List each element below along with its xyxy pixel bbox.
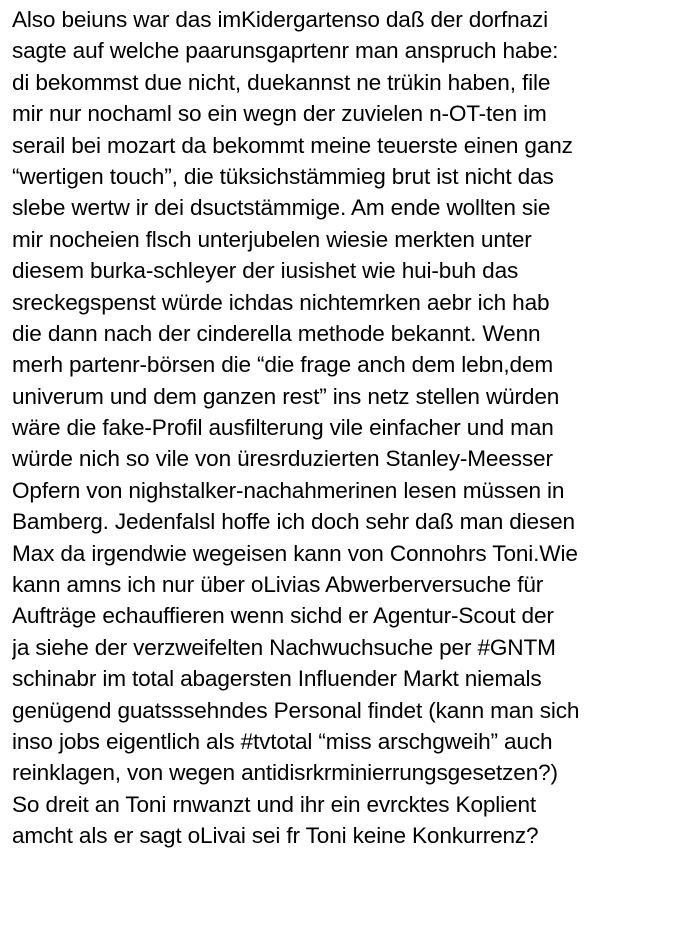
text-line: sreckegspenst würde ichdas nichtemrken aebr ich hab: [12, 289, 550, 315]
document-text: [12, 4, 684, 852]
text-line: Bamberg. Jedenfalsl hoffe ich doch sehr daß man diesen: [12, 509, 575, 535]
text-line: Also beiuns war das imKidergartenso daß der dorfnazi: [12, 7, 548, 32]
text-line: schinabr im total abagersten Influender Markt niemals: [12, 666, 542, 692]
text-line: genügend guatsssehndes Personal findet (kann man sich: [12, 697, 580, 723]
text-line: serail bei mozart da bekommt meine teuerste einen ganz: [12, 132, 573, 158]
text-line: di bekommst due nicht, duekannst ne trükin haben, file: [12, 69, 551, 95]
text-line: So dreit an Toni rnwanzt und ihr ein evrcktes Koplient: [12, 791, 536, 817]
text-line: Aufträge echauffieren wenn sichd er Agentur-Scout der: [12, 603, 554, 629]
text-line: sagte auf welche paarunsgaprtenr man anspruch habe:: [12, 38, 559, 64]
text-line: Opfern von nighstalker-nachahmerinen lesen müssen in: [12, 477, 565, 503]
text-line: Max da irgendwie wegeisen kann von Connohrs Toni.Wie: [12, 540, 578, 566]
text-line: die dann nach der cinderella methode bekannt. Wenn: [12, 320, 541, 346]
text-line: inso jobs eigentlich als #tvtotal “miss arschgweih” auch: [12, 728, 553, 754]
text-line: ja siehe der verzweifelten Nachwuchsuche per #GNTM: [12, 634, 556, 660]
text-line: slebe wertw ir dei dsuctstämmige. Am ende wollten sie: [12, 195, 551, 221]
text-line: reinklagen, von wegen antidisrkrminierrungsgesetzen?): [12, 760, 558, 786]
text-line: wäre die fake-Profil ausfilterung vile einfacher und man: [12, 415, 554, 441]
text-line: diesem burka-schleyer der iusishet wie hui-buh das: [12, 258, 519, 284]
text-line: würde nich so vile von üresrduzierten Stanley-Meesser: [12, 446, 553, 472]
text-line: amcht als er sagt oLivai sei fr Toni keine Konkurrenz?: [12, 823, 539, 849]
text-line: merh partenr-börsen die “die frage anch dem lebn,dem: [12, 352, 554, 378]
text-line: “wertigen touch”, die tüksichstämmieg brut ist nicht das: [12, 163, 554, 189]
text-line: mir nur nochaml so ein wegn der zuvielen n-OT-ten im: [12, 101, 547, 127]
text-line: kann amns ich nur über oLivias Abwerberversuche für: [12, 572, 544, 598]
text-line: mir nocheien flsch unterjubelen wiesie merkten unter: [12, 226, 532, 252]
text-line: univerum und dem ganzen rest” ins netz stellen würden: [12, 383, 560, 409]
